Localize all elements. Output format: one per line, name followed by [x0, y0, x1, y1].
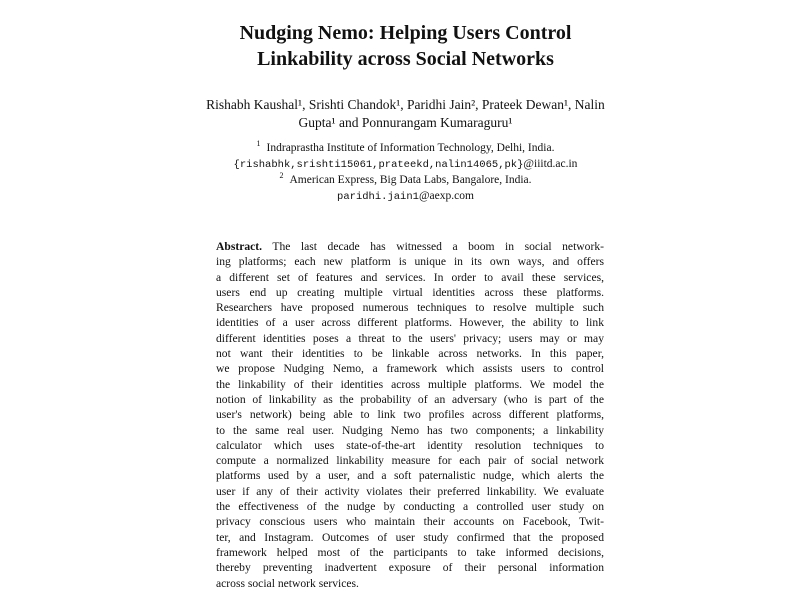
abstract-line: we propose Nudging Nemo, a framework which assists users to control	[216, 362, 604, 376]
affiliation-1-email-users: {rishabhk,srishti15061,prateekd,nalin14065,pk}	[233, 158, 524, 171]
abstract-line: Researchers have proposed numerous techniques to resolve multiple such	[216, 301, 604, 315]
abstract-line: identities of a user across different platforms. However, the ability to link	[216, 316, 604, 330]
abstract-line: user's network) being able to link two profiles across different platforms,	[216, 408, 604, 422]
abstract	[216, 239, 604, 591]
affiliation-2-email	[0, 189, 811, 206]
affiliations	[0, 141, 811, 205]
affiliation-2-name: American Express, Big Data Labs, Bangalore, India.	[289, 174, 532, 186]
affiliation-1	[0, 141, 811, 157]
affiliation-1-email	[0, 157, 811, 174]
abstract-line: to the same real user. Nudging Nemo has two components; a linkability	[216, 423, 604, 437]
abstract-line: Abstract. The last decade has witnessed a boom in social network-	[216, 240, 604, 253]
abstract-line: notion of linkability as the probability of an adversary (who is part of the	[216, 392, 604, 406]
abstract-line: across social network services.	[216, 576, 359, 590]
abstract-line: a different set of features and services. In order to avail these services,	[216, 270, 604, 284]
abstract-line: platforms used by a user, and a soft paternalistic nudge, which alerts the	[216, 469, 604, 483]
abstract-heading: Abstract.	[216, 240, 263, 253]
author-line-1: Rishabh Kaushal¹, Srishti Chandok¹, Paridhi Jain², Prateek Dewan¹, Nalin	[206, 97, 605, 112]
author-line-2: Gupta¹ and Ponnurangam Kumaraguru¹	[298, 115, 513, 130]
abstract-line: the linkability of their identities across multiple platforms. We model the	[216, 377, 604, 391]
author-list	[0, 96, 811, 132]
abstract-line: thereby preventing inadvertent exposure of their personal information	[216, 561, 604, 575]
abstract-line: calculator which uses state-of-the-art identity resolution techniques to	[216, 438, 604, 452]
title-line-2: Linkability across Social Networks	[257, 48, 554, 70]
abstract-line: framework helped most of the participants to take informed decisions,	[216, 545, 604, 559]
affiliation-2-email-domain: @aexp.com	[418, 189, 474, 202]
abstract-line: different identities poses a threat to the users' privacy; users may or may	[216, 331, 604, 345]
paper-title	[0, 20, 811, 72]
affiliation-1-email-domain: @iiitd.ac.in	[523, 157, 578, 170]
abstract-line: user if any of their activity violates their preferred linkability. We evaluate	[216, 484, 604, 498]
affiliation-1-name: Indraprastha Institute of Information Technology, Delhi, India.	[266, 142, 555, 154]
abstract-line: users end up creating multiple virtual identities across these platforms.	[216, 285, 604, 299]
affiliation-1-mark: 1	[256, 139, 261, 149]
affiliation-2-email-user: paridhi.jain1	[337, 190, 419, 203]
abstract-line: ter, and Instagram. Outcomes of user study confirmed that the proposed	[216, 530, 604, 544]
affiliation-2	[0, 173, 811, 189]
affiliation-2-mark: 2	[279, 171, 284, 181]
abstract-line: not want their identities to be linkable across networks. In this paper,	[216, 347, 604, 361]
abstract-line: compute a normalized linkability measure for each pair of social network	[216, 454, 604, 468]
abstract-line: privacy conscious users who maintain their accounts on Facebook, Twit-	[216, 515, 604, 529]
abstract-line: the effectiveness of the nudge by conducting a controlled user study on	[216, 500, 604, 514]
abstract-line: ing platforms; each new platform is unique in its own ways, and offers	[216, 255, 604, 269]
title-line-1: Nudging Nemo: Helping Users Control	[239, 22, 572, 44]
